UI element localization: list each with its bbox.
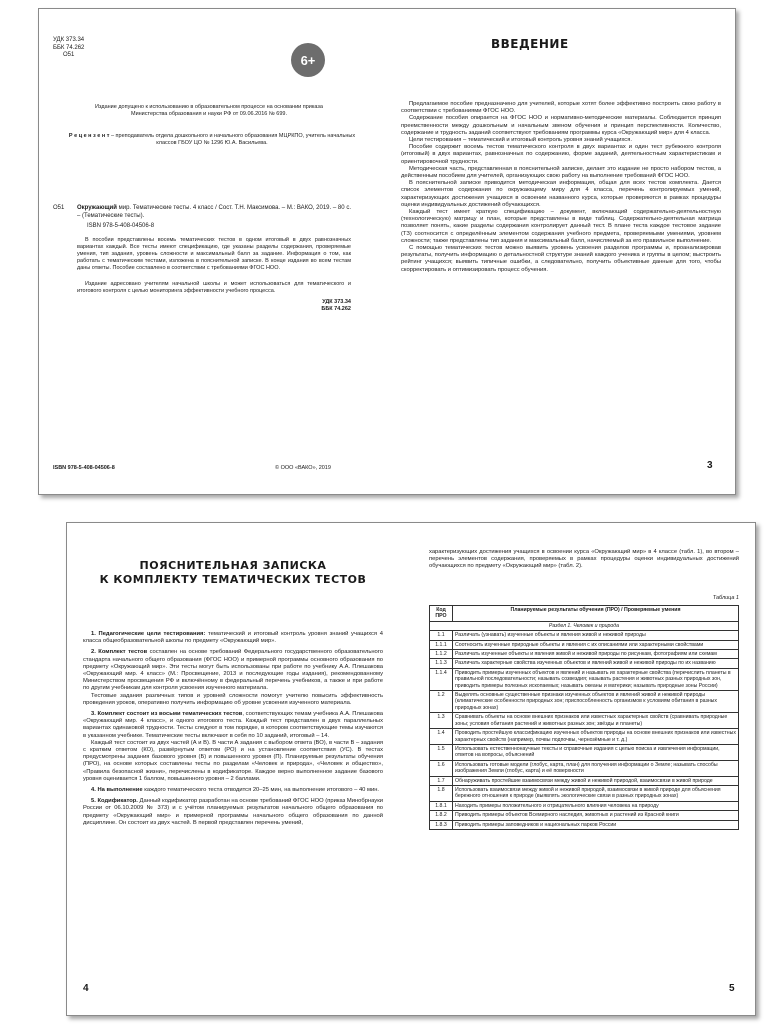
section-3-head: 3. Комплект состоит из восьми тематических тестов (91, 711, 243, 718)
row-text: Использовать естественнонаучные тексты и справочные издания с целью поиска и извлечения информации, ответов на вопросы, объяснений (453, 744, 739, 760)
row-text: Находить примеры положительного и отрицательного влияния человека на природу (453, 801, 739, 810)
table-header-row (430, 606, 739, 622)
results-table (429, 605, 739, 830)
section-row (430, 621, 739, 630)
row-code: 1.3 (430, 713, 453, 729)
udk-code: УДК 373.34 (53, 37, 85, 43)
biblio-text: мир. Тематические тесты. 4 класс / Сост. Т.Н. Максимова. – М.: ВАКО, 2019. – 80 с. – (Тематические тесты). (77, 205, 351, 219)
annotation-paragraph-2: Издание адресовано учителям начальной школы и может использоваться для тематического и итогового контроля с целью мониторинга эффективности учебного процесса. (77, 281, 351, 294)
row-text: Приводить примеры объектов Всемирного наследия, животных и растений из Красной книги (453, 811, 739, 820)
table-row (430, 659, 739, 668)
table-row (430, 650, 739, 659)
row-code: 1.1.1 (430, 640, 453, 649)
row-text: Использовать готовые модели (глобус, карта, план) для получения информации о Земле; называть способы изображения Земли (глобус, карта) и её поверхности (453, 760, 739, 776)
annotation-paragraph-1: В пособии представлены восемь тематических тестов в одном итоговый в двух равнозначных вариантах каждый. Все тесты имеют спецификацию, где указаны разделы содержания, проверяемые умения, тип задания, уровень сложности и максимальный балл за задание. Информация о том, как работать с тематическим тестами, изложена в пояснительной записке. В конце издания во всем тестам даны ответы. Пособие составлено в соответствии с требованиями ФГОС НОО. (77, 237, 351, 271)
row-code: 1.2 (430, 691, 453, 713)
section-1-text: тематический и итоговый контроль уровня знаний учащихся 4 класса общеобразовательной школы по предмету «Окружающий мир». (83, 631, 383, 645)
footer-copyright: © ООО «ВАКО», 2019 (275, 465, 331, 471)
table-row (430, 760, 739, 776)
section-2 (83, 649, 383, 692)
table-row (430, 776, 739, 785)
row-code: 1.5 (430, 744, 453, 760)
reviewer-note (67, 133, 357, 147)
title-line-2: К КОМПЛЕКТУ ТЕМАТИЧЕСКИХ ТЕСТОВ (99, 573, 367, 586)
row-text: Различать изученные объекты и явления живой и неживой природы по рисункам, фотографиям или схемам (453, 650, 739, 659)
row-code: 1.8.1 (430, 801, 453, 810)
row-text: Различать (узнавать) изученные объекты и явления живой и неживой природы (453, 631, 739, 640)
row-code: 1.7 (430, 776, 453, 785)
intro-paragraph: Цели тестирования – тематический и итоговый контроль уровня знаний учащихся. (409, 137, 632, 144)
table-row (430, 801, 739, 810)
row-code: 1.8.2 (430, 811, 453, 820)
row-code: 1.8 (430, 785, 453, 801)
reviewer-text: – преподаватель отдела дошкольного и начального образования МЦРКПО, учитель начальных классов ГБОУ ЦО № 1296 Ю.А. Васильева. (109, 133, 356, 146)
intro-paragraph: Пособие содержит восемь тестов тематического контроля в двух вариантах и один тест рубежного контроля (итоговый) в двух вариантах, равнозначных по содержанию, форме заданий, деятельностным характеристикам и ориентировочной трудности. (401, 144, 721, 165)
row-text: Сравнивать объекты на основе внешних признаков или известных характерных свойств (сравнивать природные зоны; условия обитания растений и животных разных зон; звёзды и планеты) (453, 713, 739, 729)
row-code: 1.1 (430, 631, 453, 640)
table-row (430, 631, 739, 640)
row-code: 1.6 (430, 760, 453, 776)
row-code: 1.1.4 (430, 668, 453, 690)
row-code: 1.8.3 (430, 820, 453, 829)
section-4 (83, 787, 383, 794)
reviewer-label: Р е ц е н з е н т (68, 133, 110, 139)
section-3b: Каждый тест состоит из двух частей (А и В). В части А задания с выбором ответа (ВО), в части В – задания с кратким ответом (КО), развёрнутым ответом (РО) и на установление соответствия (УС). В тестах предусмотрены задания базового уровня (Б) и повышенного уровня (П). Планируемые результаты обучения (ПРО), на основе которых составлены тесты по разделам «Человек и природа», «Человек и общество», «Правила безопасной жизни», перечислены в кодификаторе. Каждое верно выполненное задание базового уровня оценивается 1 баллом, повышенного уровня – 2 баллами. (83, 739, 383, 782)
results-table-wrap (429, 605, 739, 830)
col-results-header: Планируемые результаты обучения (ПРО) / Проверяемые умения (453, 606, 739, 622)
udk-block (53, 37, 84, 60)
author-sign: O51 (63, 52, 75, 59)
row-code: 1.4 (430, 729, 453, 745)
top-spread (38, 8, 736, 495)
section-2b: Тестовые задания различных типов и уровней сложности помогут учителю повысить эффективность проведения уроков, оперативно получить информацию об уровне усвоения изученного материала. (83, 692, 383, 706)
page-number-3: 3 (707, 460, 713, 471)
table-intro: характеризующих достижения учащихся в освоении курса «Окружающий мир» в 4 классе (табл. 1), во втором – перечень элементов содержания, проверяемых в рамках процедуры оценки индивидуальных достижений обучающихся по предмету «Окружающий мир» (табл. 2). (429, 549, 739, 570)
approval-note: Издание допущено к использованию в образовательном процессе на основании приказа Министерства образования и науки РФ от 09.06.2016 № 699. (95, 104, 323, 117)
explanatory-title (83, 559, 383, 587)
page-number-5: 5 (729, 983, 735, 994)
intro-paragraph: Предлагаемое пособие предназначено для учителей, которые хотят более эффективно построить свою работу в соответствии с требованиями ФГОС НОО. (401, 101, 721, 115)
intro-paragraph: Каждый тест имеет краткую спецификацию – документ, включающий содержательно-деятельностную (технологическую) матрицу и план, которые представлены в виде таблиц. Содержательно-деятельная матрица позволяет понять, какие разделы содержания контролирует данный тест. В плане теста каждое тестовое задание (ТЗ) соотносится с определённым элементом содержания учебного предмета, проверяемыми умениями, уровнем сложности; также представлены тип задания и максимальный балл, начисляемый за его правильное выполнение. (401, 209, 721, 244)
section-3 (83, 711, 383, 740)
row-text: Обнаруживать простейшие взаимосвязи между живой и неживой природой, взаимосвязи в живой природе (453, 776, 739, 785)
row-text: Приводить примеры заповедников и национальных парков России (453, 820, 739, 829)
page-number-4: 4 (83, 983, 89, 994)
isbn-line: ISBN 978-5-408-04506-8 (87, 223, 155, 230)
section-2-text: составлен на основе требований Федерального государственного образовательного стандарта начального общего образования (ФГОС НОО) и примерной программы основного образования по предмету «Окружающий мир». Эти тесты могут быть использованы при работе по учебнику А.А. Плешакова «Окружающий мир. 4 класс» (М.: Просвещение, 2013 и последующие годы издания), рекомендованному Министерством просвещения РФ и включённому в федеральный перечень учебников, а также и при работе по другим учебникам для контроля усвоения изученного материала. (83, 649, 383, 692)
table-row (430, 640, 739, 649)
bbk-right: ББК 74.262 (321, 306, 351, 312)
section-1-head: 1. Педагогические цели тестирования: (91, 631, 206, 637)
row-code: 1.1.2 (430, 650, 453, 659)
section-1 (83, 631, 383, 645)
explanatory-body (83, 631, 383, 827)
row-code: 1.1.3 (430, 659, 453, 668)
intro-paragraph: В пояснительной записке приводится методическая информация, общая для всех тестов комплекта. Дается список элементов содержания по окружающему миру для 4 класса, перечень контролируемых умений, характеризующих достижения учащихся в освоении названного курса, которые проверяются в рамках процедуры оценки индивидуальных достижений обучающихся. (401, 180, 721, 208)
udk-right: УДК 373.34 (322, 299, 351, 305)
intro-title: ВВЕДЕНИЕ (491, 37, 569, 51)
biblio-code: O51 (53, 205, 65, 211)
section-4-text: каждого тематического теста отводится 20–25 мин, на выполнение итогового – 40 мин. (142, 787, 380, 794)
age-rating-badge: 6+ (291, 43, 325, 77)
table-row (430, 668, 739, 690)
table-row (430, 744, 739, 760)
row-text: Различать характерные свойства изученных объектов и явлений живой и неживой природы по их названию (453, 659, 739, 668)
title-line-1: ПОЯСНИТЕЛЬНАЯ ЗАПИСКА (139, 559, 327, 572)
row-text: Выделять основные существенные признаки изученных объектов и явлений живой и неживой природы (климатические особенности природных зон; приспособленность организмов к условиям обитания в разных природных зонах) (453, 691, 739, 713)
section-4-head: 4. На выполнение (91, 787, 143, 794)
bbk-code: ББК 74.262 (53, 44, 85, 51)
table-caption: Таблица 1 (712, 595, 739, 601)
intro-paragraph: С помощью тематических тестов можно выявить уровень усвоения разделов программы и, проанализировав результаты, получить информацию о детальностной структуре знаний каждого ученика и группы в целом; выстроить рейтинг учащихся; выявить типичные ошибки, а следовательно, получить объективные данные для того, чтобы скорректировать и оптимизировать процесс обучения. (401, 245, 721, 273)
row-text: Использовать взаимосвязи между живой и неживой природой, взаимосвязи в живой природе для объяснения бережного отношения к природе (выявлять экологические связи в разных природных зонах) (453, 785, 739, 801)
intro-body (401, 101, 721, 274)
section-5-head: 5. Кодификатор. (91, 798, 138, 805)
intro-paragraph: Содержание пособия опирается на ФГОС НОО и нормативно-методические материалы. Соблюдается принцип преемственности между дошкольным и начальным звеном обучения и принцип перспективности. Количество, содержание и трудность заданий соответствуют требованиям программы курса «Окружающий мир» для 4 класса. (401, 115, 721, 136)
table-row (430, 785, 739, 801)
biblio-title: Окружающий (77, 205, 117, 211)
bottom-spread (66, 522, 756, 1016)
footer-isbn: ISBN 978-5-408-04506-8 (53, 465, 115, 471)
udk-bbk-right (297, 299, 351, 313)
intro-paragraph: Методическая часть, представленная в пояснительной записке, делает это издание не просто набором тестов, а действенным пособием для учителей, организующих свою работу на выполнение требований ФГОС НОО. (401, 165, 721, 180)
section-3-text: , соответствующих темам учебника А.А. Плешакова «Окружающий мир. 4 класс», и одного итогового теста. Каждый тест представлен в двух параллельных вариантах одинаковой трудности. Тесты следуют в том порядке, в котором соответствующие темы изучаются в указанном учебнике. Тематические тесты включают в себя по 10 заданий, итоговый – 14. (83, 711, 383, 739)
section-5 (83, 798, 383, 827)
table-row (430, 713, 739, 729)
row-text: Проводить простейшую классификацию изученных объектов природы на основе внешних признаков или известных характерных свойств (например, почвы подпочвы, чернозёмные и т. д.) (453, 729, 739, 745)
col-code-header: Код ПРО (430, 606, 453, 622)
table-row (430, 691, 739, 713)
table-row (430, 729, 739, 745)
row-text: Соотносить изученные природные объекты и явления с их описаниями или характерными свойствами (453, 640, 739, 649)
table-row (430, 811, 739, 820)
row-text: Приводить примеры изученных объектов и явлений и называть их характерные свойства (перечислить планеты в правильной последовательности; называть созвездия; называть растения и животных разных природных зон, приводить примеры полезных ископаемых; называть океаны и материки; называть природные зоны России) (453, 668, 739, 690)
section-5-text: Данный кодификатор разработан на основе требований ФГОС НОО (приказ Минобрнауки России от 06.10.2009 № 373) и с учётом планируемых результатов начального общего образования по предмету «Окружающий мир» и примерной программы начального общего образования по данной дисциплине. Он состоит из двух частей. В первой представлен перечень умений, (83, 798, 383, 826)
biblio-record (53, 205, 351, 231)
section-2-head: 2. Комплект тестов (91, 649, 148, 656)
section-title: Раздел 1. Человек и природа (430, 621, 739, 630)
table-row (430, 820, 739, 829)
